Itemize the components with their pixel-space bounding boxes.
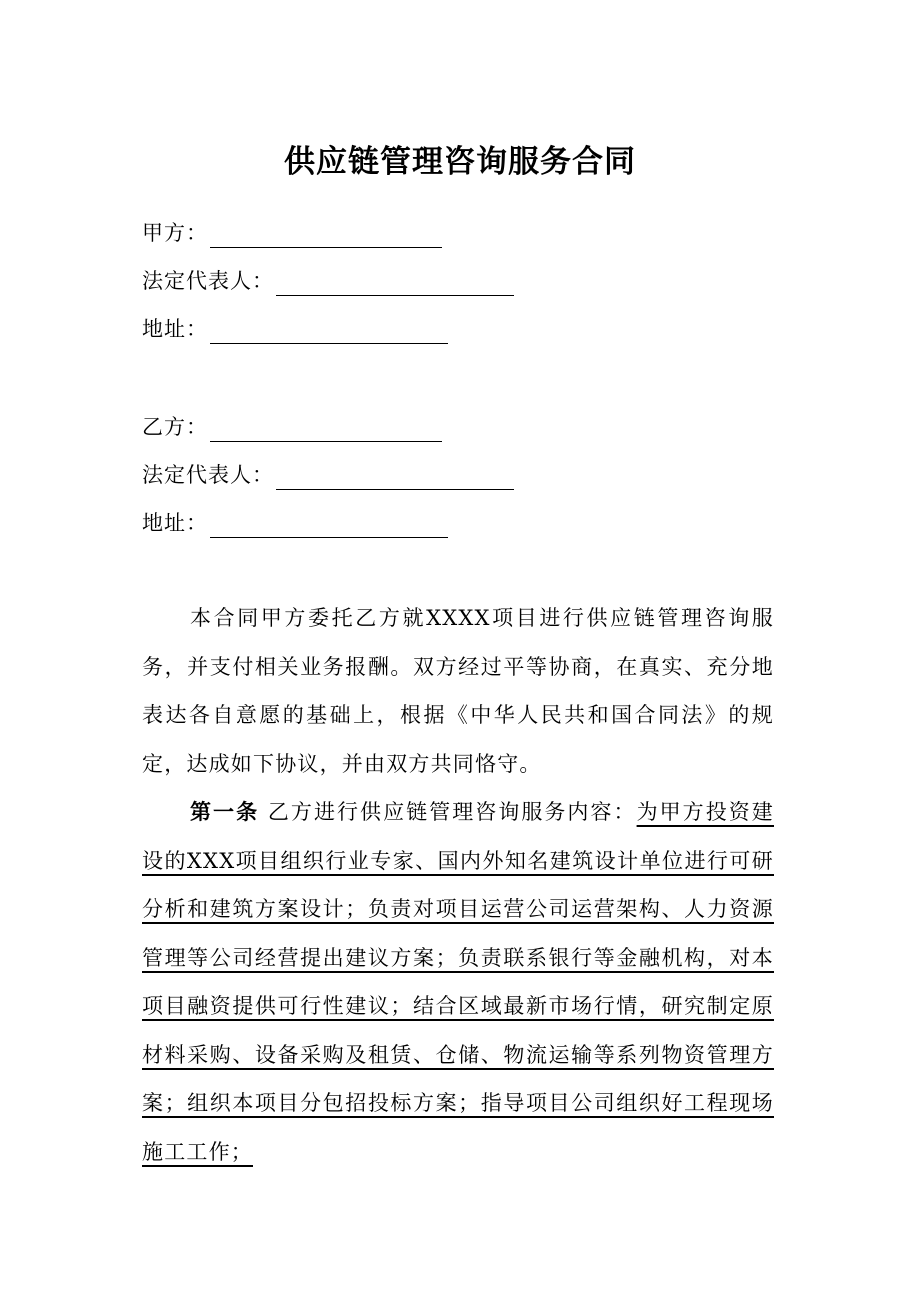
party-b-rep-blank bbox=[276, 463, 514, 490]
party-b-address-blank bbox=[210, 511, 448, 538]
article-1-intro: 乙方进行供应链管理咨询服务内容： bbox=[259, 800, 637, 824]
party-a-rep-label: 法定代表人： bbox=[142, 269, 274, 293]
party-a-name-blank bbox=[210, 221, 442, 248]
party-b-name-label: 乙方： bbox=[142, 415, 208, 439]
party-b-name-field bbox=[142, 406, 442, 442]
article-1-content: 为甲方投资建设的XXX项目组织行业专家、国内外知名建筑设计单位进行可研分析和建筑方案设计；负责对项目运营公司运营架构、人力资源管理等公司经营提出建议方案；负责联系银行等金融机构，对本项目融资提供可行性建议；结合区域最新市场行情，研究制定原材料采购、设备采购及租赁、仓储、物流运输等系列物资管理方案；组织本项目分包招投标方案；指导项目公司组织好工程现场施工工作； bbox=[142, 800, 774, 1164]
article-1-heading: 第一条 bbox=[190, 800, 260, 824]
party-b-name-blank bbox=[210, 415, 442, 442]
party-a-rep-blank bbox=[276, 269, 514, 296]
party-b-address-field bbox=[142, 502, 448, 538]
preamble-paragraph: 本合同甲方委托乙方就XXXX项目进行供应链管理咨询服务，并支付相关业务报酬。双方经过平等协商，在真实、充分地表达各自意愿的基础上，根据《中华人民共和国合同法》的规定，达成如下协议，并由双方共同恪守。 bbox=[142, 606, 774, 776]
party-a-address-blank bbox=[210, 317, 448, 344]
party-a-address-label: 地址： bbox=[142, 317, 208, 341]
party-b-rep-label: 法定代表人： bbox=[142, 463, 274, 487]
article-1-paragraph bbox=[142, 788, 774, 1176]
party-a-rep-field bbox=[142, 260, 514, 296]
document-title: 供应链管理咨询服务合同 bbox=[284, 144, 636, 180]
party-a-address-field bbox=[142, 308, 448, 344]
party-b-address-label: 地址： bbox=[142, 511, 208, 535]
party-a-name-label: 甲方： bbox=[142, 221, 208, 245]
party-b-rep-field bbox=[142, 454, 514, 490]
party-a-name-field bbox=[142, 212, 442, 248]
